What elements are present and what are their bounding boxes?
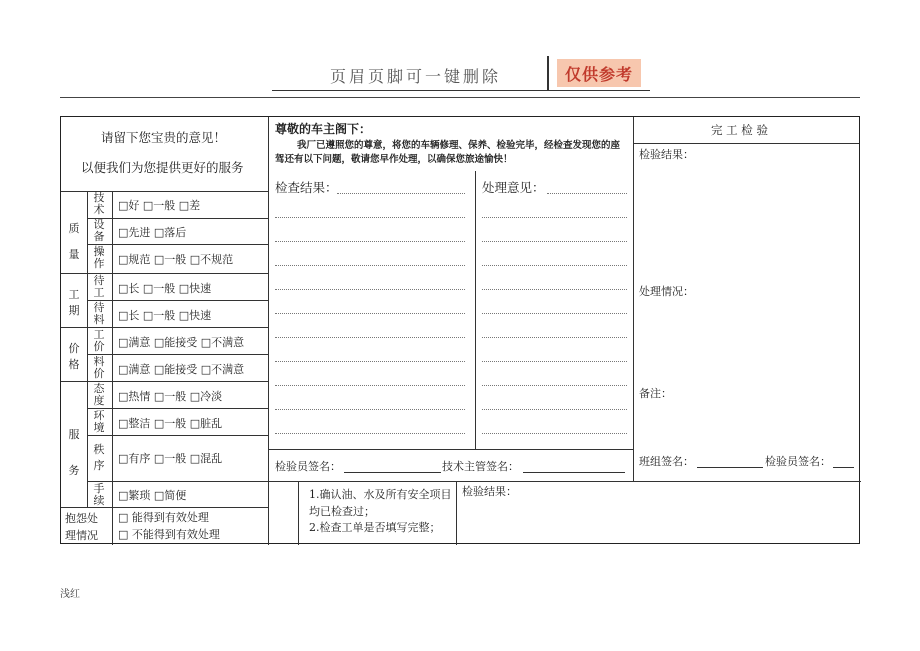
row-label-parts-price: 料价 [93, 355, 105, 380]
completion-result-label: 检验结果： [639, 148, 694, 161]
page-rule [60, 97, 860, 98]
writing-line [275, 289, 465, 290]
row-line [87, 435, 268, 436]
feedback-line-1: 请留下您宝贵的意见！ [101, 130, 227, 145]
writing-line [482, 337, 627, 338]
options-equipment[interactable]: □先进 □落后 [118, 226, 187, 239]
inspection-line [337, 193, 465, 194]
writing-line [275, 337, 465, 338]
writing-line [482, 433, 627, 434]
team-sign-field[interactable] [697, 467, 763, 468]
header-title: 页眉页脚可一键删除 [330, 67, 502, 86]
writing-line [275, 265, 465, 266]
writing-line [482, 289, 627, 290]
checklist-result-label: 检验结果： [462, 485, 517, 498]
checklist-item-2: 2.检查工单是否填写完整； [309, 521, 441, 534]
row-line [87, 354, 268, 355]
row-label-tech: 技术 [93, 191, 105, 216]
row-line [87, 408, 268, 409]
options-parts-price[interactable]: □满意 □能接受 □不满意 [118, 363, 245, 376]
header-divider [547, 56, 549, 90]
row-label-wait-parts: 待料 [93, 301, 105, 326]
row-label-attitude: 态度 [93, 382, 105, 407]
complaint-label-1: 抱怨处 [65, 512, 98, 525]
group-line [61, 273, 268, 274]
options-labor-price[interactable]: □满意 □能接受 □不满意 [118, 336, 245, 349]
feedback-line-2: 以便我们为您提供更好的服务 [81, 160, 244, 175]
inspector-sign-field[interactable] [344, 472, 441, 473]
bottom-band-top [268, 481, 861, 482]
row-label-wait-work: 待工 [93, 274, 105, 299]
writing-line [482, 313, 627, 314]
options-procedure[interactable]: □繁琐 □简便 [118, 489, 187, 502]
supervisor-sign-label: 技术主管签名： [442, 460, 519, 473]
options-order[interactable]: □有序 □一般 □混乱 [118, 452, 223, 465]
inspection-result-label: 检查结果： [275, 180, 338, 195]
options-wait-parts[interactable]: □长 □一般 □快速 [118, 309, 212, 322]
writing-line [275, 217, 465, 218]
group-label-service: 服务 [68, 428, 80, 477]
bottom-col-2 [456, 481, 457, 545]
options-environment[interactable]: □整洁 □一般 □脏乱 [118, 417, 223, 430]
supervisor-sign-field[interactable] [523, 472, 625, 473]
options-attitude[interactable]: □热情 □一般 □冷淡 [118, 390, 223, 403]
page-footer: 浅红 [60, 589, 80, 600]
group-line [61, 381, 268, 382]
options-tech[interactable]: □好 □一般 □差 [118, 199, 201, 212]
complaint-option-2[interactable]: □ 不能得到有效处理 [118, 528, 220, 541]
writing-line [275, 409, 465, 410]
writing-line [275, 313, 465, 314]
checklist-item-1: 1.确认油、水及所有安全项目均已检查过； [309, 488, 452, 518]
row-label-equipment: 设备 [93, 218, 105, 243]
writing-line [482, 241, 627, 242]
writing-line [275, 385, 465, 386]
row-label-procedure: 手续 [93, 482, 105, 507]
completion-title-line [633, 143, 859, 144]
complaint-label-2: 理情况 [65, 529, 98, 542]
inspector-sign-label: 检验员签名： [275, 460, 341, 473]
row-line [87, 300, 268, 301]
row-label-order: 秩序 [93, 443, 105, 472]
completion-inspector-sign-field[interactable] [833, 467, 854, 468]
header-underline [272, 90, 650, 91]
complaint-line [61, 507, 268, 508]
row-label-labor-price: 工价 [93, 328, 105, 353]
row-line [87, 481, 268, 482]
writing-line [275, 433, 465, 434]
notice-greeting: 尊敬的车主阁下： [275, 122, 372, 136]
writing-line [275, 361, 465, 362]
row-line [87, 244, 268, 245]
writing-line [482, 409, 627, 410]
completion-handling-label: 处理情况： [639, 285, 694, 298]
options-wait-work[interactable]: □长 □一般 □快速 [118, 282, 212, 295]
completion-title: 完 工 检 验 [711, 123, 768, 137]
col-divider-mid [475, 171, 476, 449]
group-label-quality: 质量 [68, 222, 80, 261]
header-badge: 仅供参考 [557, 59, 641, 87]
writing-line [482, 361, 627, 362]
group-label-price: 价格 [68, 342, 80, 371]
handling-opinion-label: 处理意见： [482, 180, 545, 195]
group-col-line [87, 191, 88, 507]
checklist-item-1-a [309, 486, 454, 520]
service-form [60, 116, 860, 544]
row-label-operation: 操作 [93, 245, 105, 270]
options-operation[interactable]: □规范 □一般 □不规范 [118, 253, 234, 266]
writing-line [482, 217, 627, 218]
team-sign-label: 班组签名： [639, 455, 694, 468]
bottom-col-1 [298, 481, 299, 545]
row-line [87, 218, 268, 219]
writing-line [275, 241, 465, 242]
complaint-option-1[interactable]: □ 能得到有效处理 [118, 511, 209, 524]
completion-inspector-sign-label: 检验员签名： [765, 455, 831, 468]
group-label-period: 工期 [68, 288, 80, 317]
writing-line [482, 265, 627, 266]
notice-body: 我厂已遵照您的尊意，将您的车辆修理、保养、检验完毕，经检查发现您的座驾还有以下问题，敬请您早作处理，以确保您旅途愉快！ [275, 140, 621, 165]
handling-line [547, 193, 627, 194]
completion-remarks-label: 备注： [639, 387, 672, 400]
row-label-environment: 环境 [93, 409, 105, 434]
notice-sign-line [268, 449, 633, 450]
col-divider-right [633, 117, 634, 481]
group-line [61, 327, 268, 328]
writing-line [482, 385, 627, 386]
